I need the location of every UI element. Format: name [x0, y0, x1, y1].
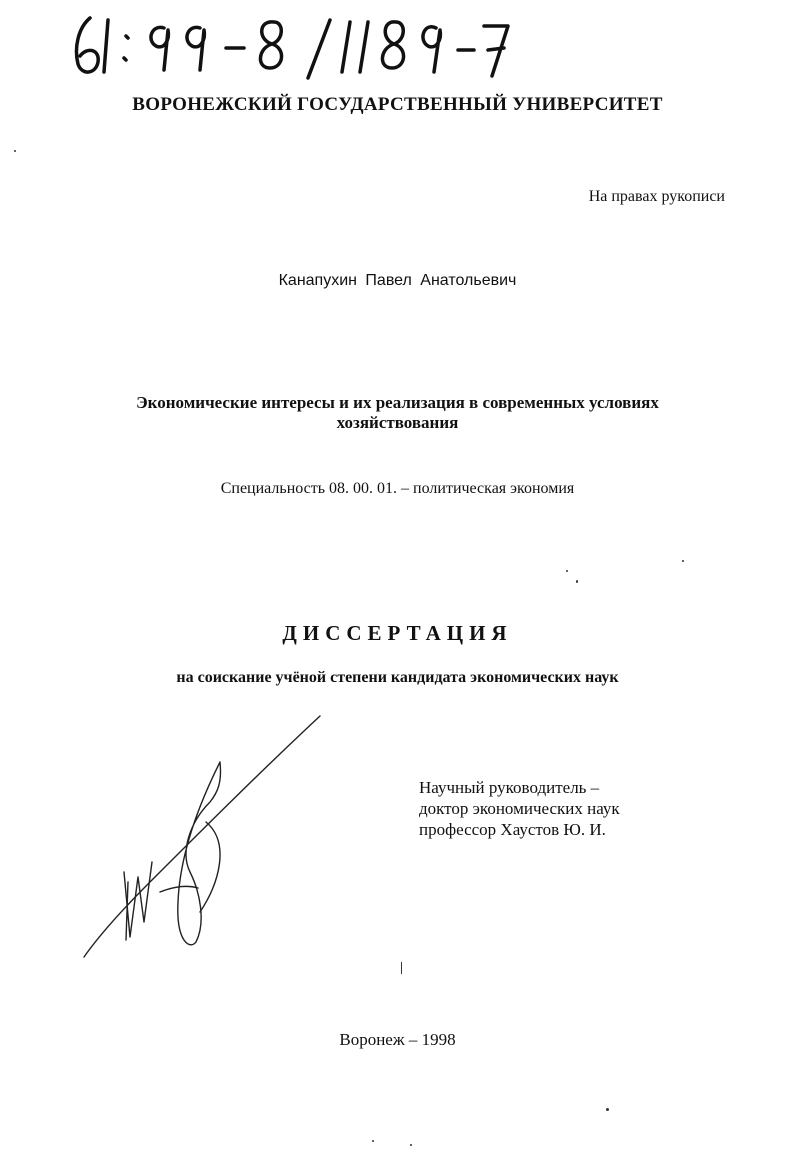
handwritten-signature — [80, 712, 330, 962]
supervisor-degree: доктор экономических наук — [419, 799, 620, 818]
title-line-2: хозяйствования — [336, 413, 459, 432]
scan-mark — [401, 962, 402, 974]
document-type-heading: ДИССЕРТАЦИЯ — [282, 621, 513, 645]
scan-speck — [576, 580, 578, 583]
handwritten-code-drawing — [68, 6, 518, 86]
scan-speck — [682, 560, 684, 562]
manuscript-rights-note: На правах рукописи — [588, 188, 725, 205]
degree-statement: на соискание учёной степени кандидата экономических наук — [176, 669, 619, 686]
place-and-year: Воронеж – 1998 — [339, 1030, 456, 1049]
dissertation-title — [60, 393, 735, 433]
scan-speck — [372, 1140, 374, 1142]
signature-drawing — [80, 712, 330, 962]
scan-speck — [606, 1108, 609, 1111]
handwritten-archive-code — [68, 6, 518, 86]
supervisor-role: Научный руководитель – — [419, 778, 600, 797]
author-name: Канапухин Павел Анатольевич — [278, 272, 517, 289]
title-line-1: Экономические интересы и их реализация в современных условиях — [136, 393, 659, 412]
scientific-supervisor — [419, 777, 620, 840]
scan-speck — [410, 1144, 412, 1146]
scan-speck — [14, 150, 16, 152]
university-name: ВОРОНЕЖСКИЙ ГОСУДАРСТВЕННЫЙ УНИВЕРСИТЕТ — [132, 94, 663, 115]
specialty-code: Специальность 08. 00. 01. – политическая экономия — [220, 480, 575, 497]
scan-speck — [566, 570, 568, 572]
supervisor-name: профессор Хаустов Ю. И. — [419, 820, 606, 839]
